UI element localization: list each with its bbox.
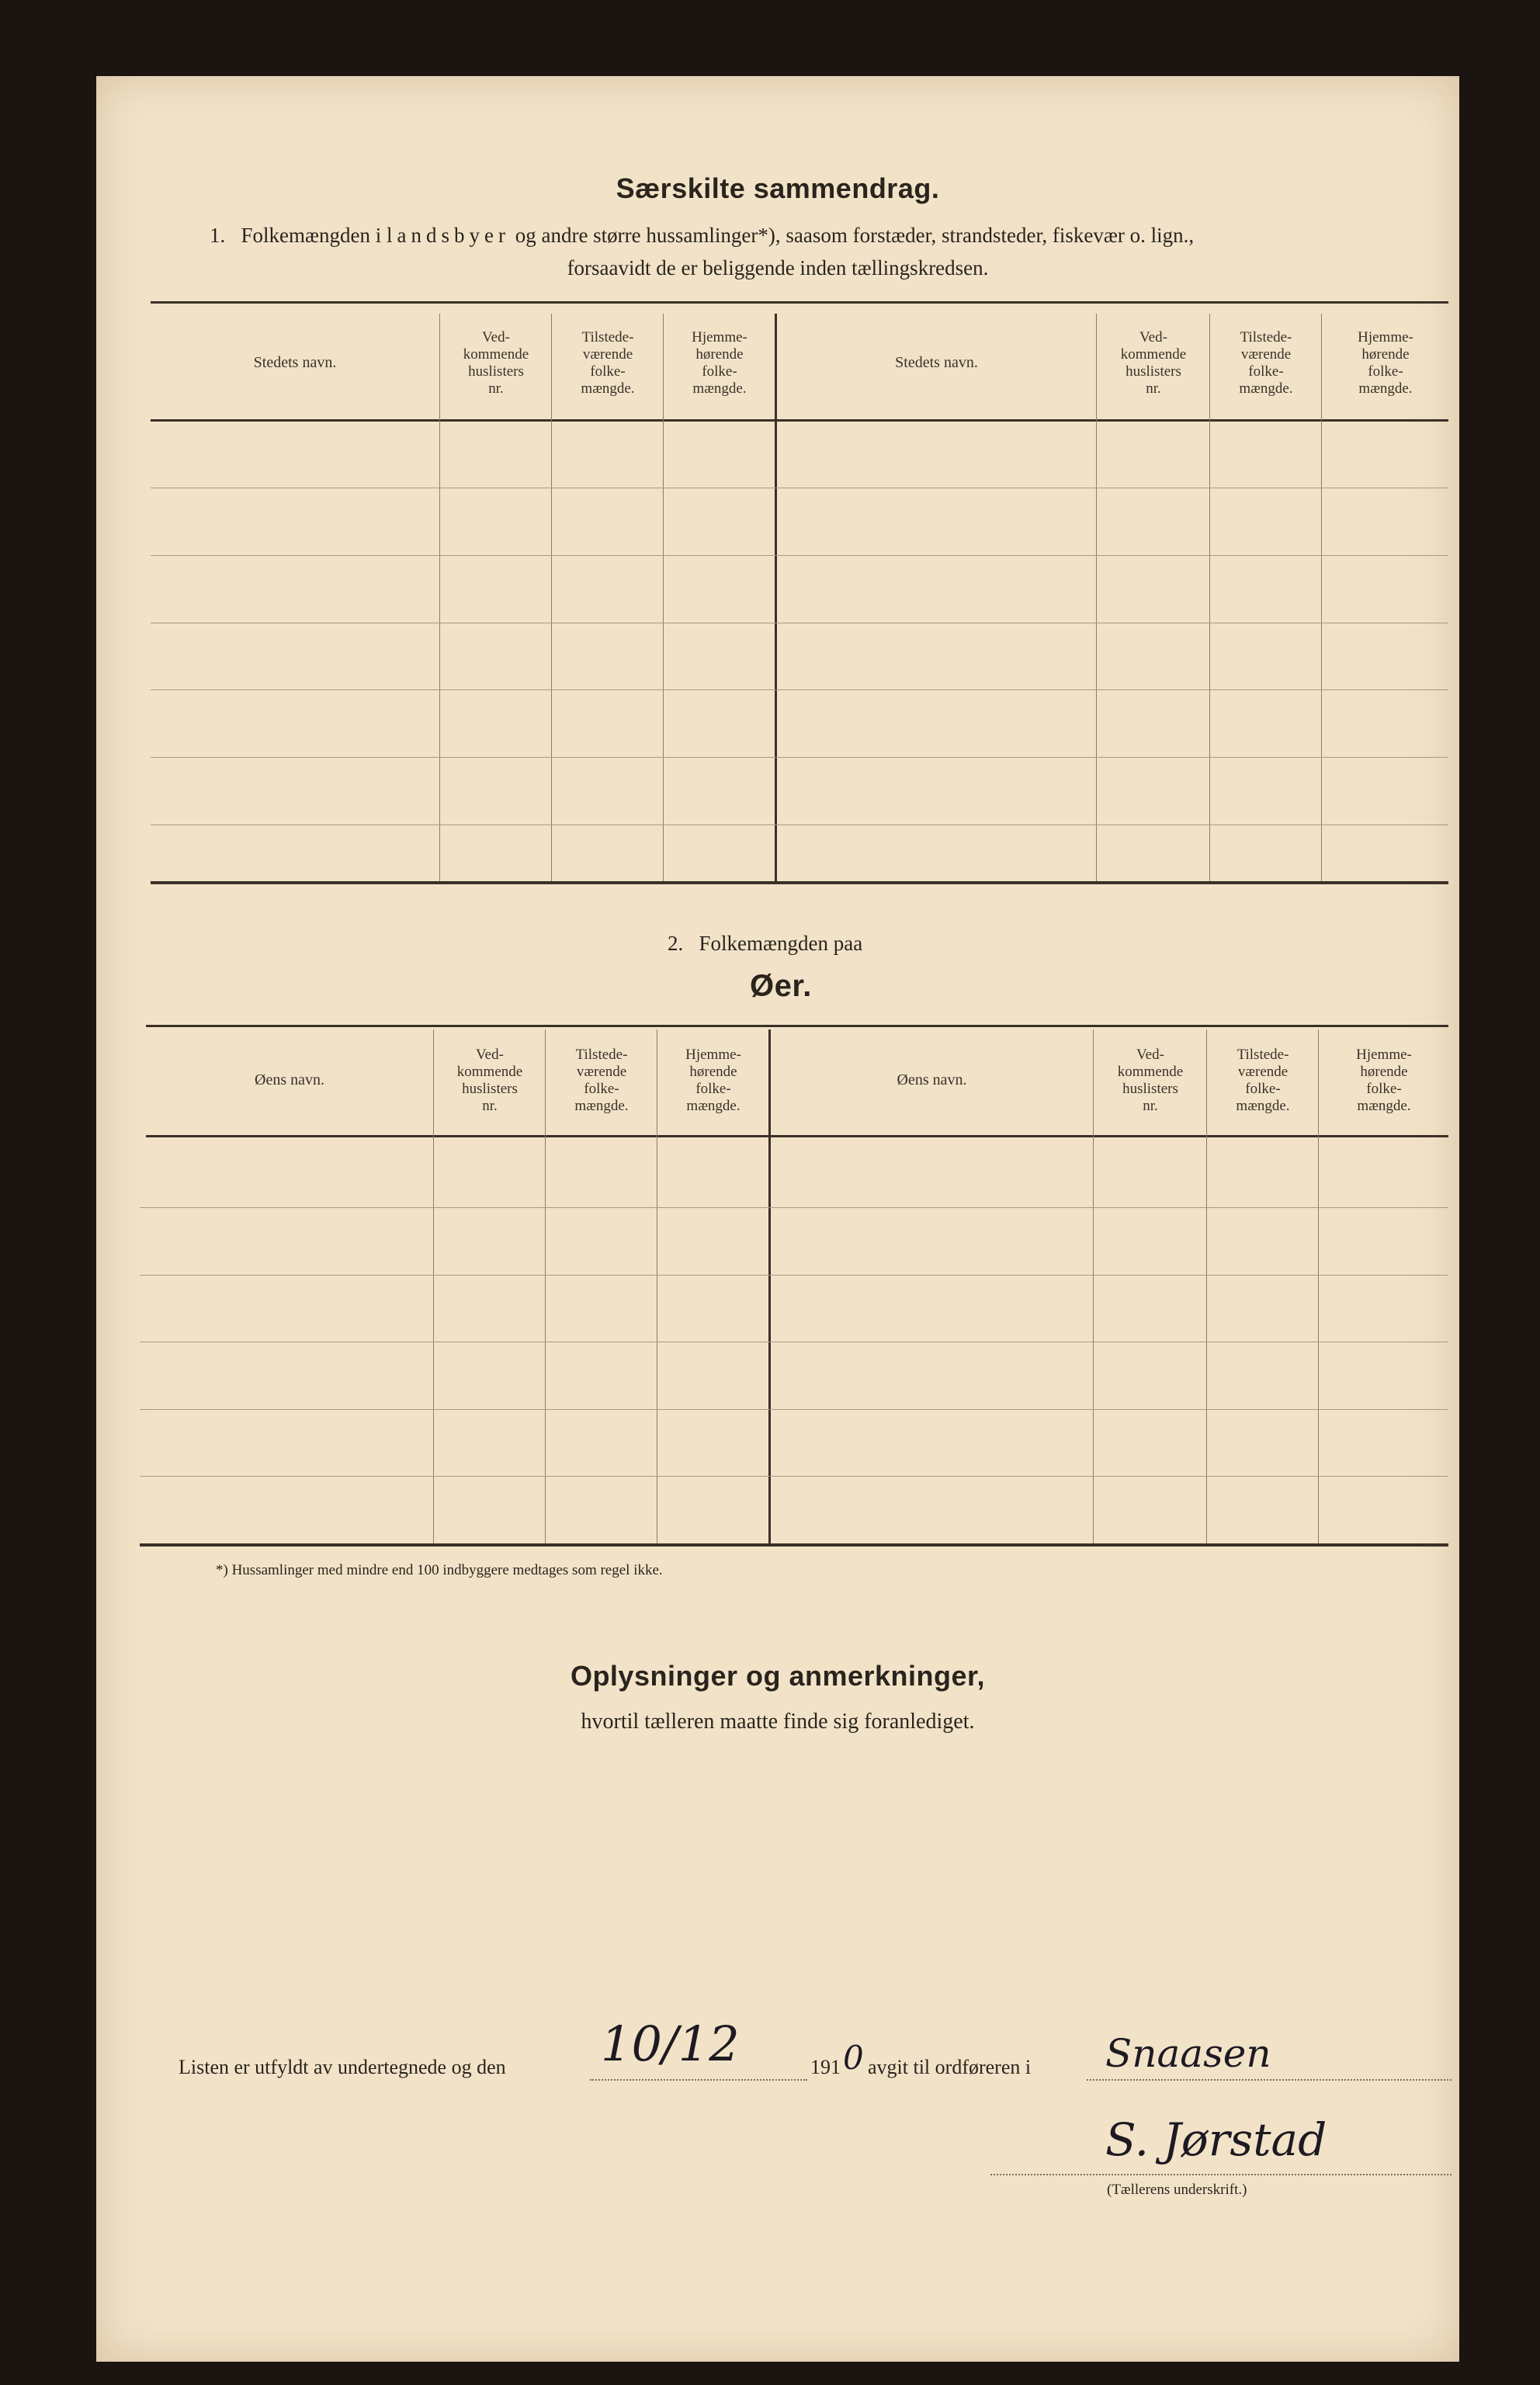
table1-header-tilstedevaerende: Tilstede- værende folke- mængde.	[581, 329, 635, 397]
table2-header-hjemmehorende: Hjemme- hørende folke- mængde.	[685, 1047, 741, 1114]
handwritten-year-digit: 0	[843, 2039, 864, 2077]
table2-header-oens-navn: Øens navn.	[255, 1071, 324, 1088]
place-line	[1087, 2079, 1452, 2081]
table1-col-divider	[1209, 314, 1210, 881]
date-line	[590, 2079, 807, 2081]
table2-bottom-rule	[140, 1543, 1448, 1547]
table1-col-divider	[1321, 314, 1322, 881]
signature-caption: (Tællerens underskrift.)	[1107, 2182, 1247, 2198]
section2-intro	[668, 932, 862, 956]
signature-line	[990, 2174, 1452, 2175]
table2-header-tilstedevaerende-right: Tilstede- værende folke- mængde.	[1236, 1047, 1290, 1114]
table1-col-divider	[1096, 314, 1097, 881]
table2-row-line	[140, 1275, 1448, 1276]
section1-text-b: og andre større hussamlinger*), saasom forstæder, strandsteder, fiskevær o. lign.,	[515, 224, 1195, 247]
table1-row-line	[151, 689, 1448, 690]
footnote: *) Hussamlinger med mindre end 100 indbyggere medtages som regel ikke.	[216, 1562, 663, 1578]
table2-col-divider	[1206, 1029, 1207, 1543]
remarks-subheading: hvortil tælleren maatte finde sig foranlediget.	[581, 1710, 975, 1734]
section1-intro	[210, 224, 1194, 248]
table1-row-line	[151, 757, 1448, 758]
table1-header-stedets-navn-right: Stedets navn.	[895, 354, 978, 371]
census-form-page	[96, 76, 1459, 2362]
section1-text-spaced: landsbyer	[387, 224, 510, 247]
table2-top-rule	[146, 1025, 1448, 1027]
section1-intro-line2: forsaavidt de er beliggende inden tællingskredsen.	[567, 256, 989, 279]
page-title: Særskilte sammendrag.	[616, 172, 940, 204]
table2-col-divider	[1318, 1029, 1319, 1543]
remarks-heading: Oplysninger og anmerkninger,	[570, 1660, 986, 1692]
section2-text: Folkemængden paa	[699, 932, 863, 955]
table1-top-rule	[151, 301, 1448, 304]
table1-header-hjemmehorende-right: Hjemme- hørende folke- mængde.	[1358, 329, 1413, 397]
table2-row-line	[140, 1476, 1448, 1477]
table2-header-oens-navn-right: Øens navn.	[897, 1071, 967, 1088]
table1-col-divider	[551, 314, 552, 881]
table1-center-divider	[775, 314, 777, 881]
table1-col-divider	[439, 314, 440, 881]
table1-header-rule	[151, 419, 1448, 422]
table1-header-tilstedevaerende-right: Tilstede- værende folke- mængde.	[1239, 329, 1293, 397]
year-printed: 191	[810, 2056, 841, 2078]
table2-col-divider	[1093, 1029, 1094, 1543]
table2-row-line	[140, 1207, 1448, 1208]
table1-header-huslisters-nr-right: Ved- kommende huslisters nr.	[1120, 329, 1187, 397]
table1-header-hjemmehorende: Hjemme- hørende folke- mængde.	[692, 329, 747, 397]
table1-bottom-rule	[151, 881, 1448, 884]
table1-col-divider	[663, 314, 664, 881]
table2-header-rule	[146, 1135, 1448, 1137]
table2-col-divider	[433, 1029, 434, 1543]
signature-text-before-date: Listen er utfyldt av undertegnede og den	[179, 2056, 506, 2078]
handwritten-signature: S. Jørstad	[1105, 2113, 1327, 2166]
section1-number: 1.	[210, 224, 226, 247]
section2-heading: Øer.	[750, 969, 812, 1003]
table1-row-line	[151, 555, 1448, 556]
table2-header-huslisters-nr: Ved- kommende huslisters nr.	[456, 1047, 523, 1114]
table2-header-tilstedevaerende: Tilstede- værende folke- mængde.	[574, 1047, 629, 1114]
table1-header-stedets-navn: Stedets navn.	[253, 354, 337, 371]
table2-row-line	[140, 1409, 1448, 1410]
handwritten-place: Snaasen	[1105, 2031, 1271, 2076]
signature-text-after-year: avgit til ordføreren i	[868, 2056, 1032, 2078]
table2-col-divider	[545, 1029, 546, 1543]
handwritten-date: 10/12	[601, 2015, 740, 2072]
table2-center-divider	[768, 1029, 771, 1543]
table1-header-huslisters-nr: Ved- kommende huslisters nr.	[463, 329, 529, 397]
section1-text-a: Folkemængden i	[241, 224, 382, 247]
section2-number: 2.	[668, 932, 684, 955]
table2-header-huslisters-nr-right: Ved- kommende huslisters nr.	[1117, 1047, 1184, 1114]
table2-header-hjemmehorende-right: Hjemme- hørende folke- mængde.	[1356, 1047, 1412, 1114]
